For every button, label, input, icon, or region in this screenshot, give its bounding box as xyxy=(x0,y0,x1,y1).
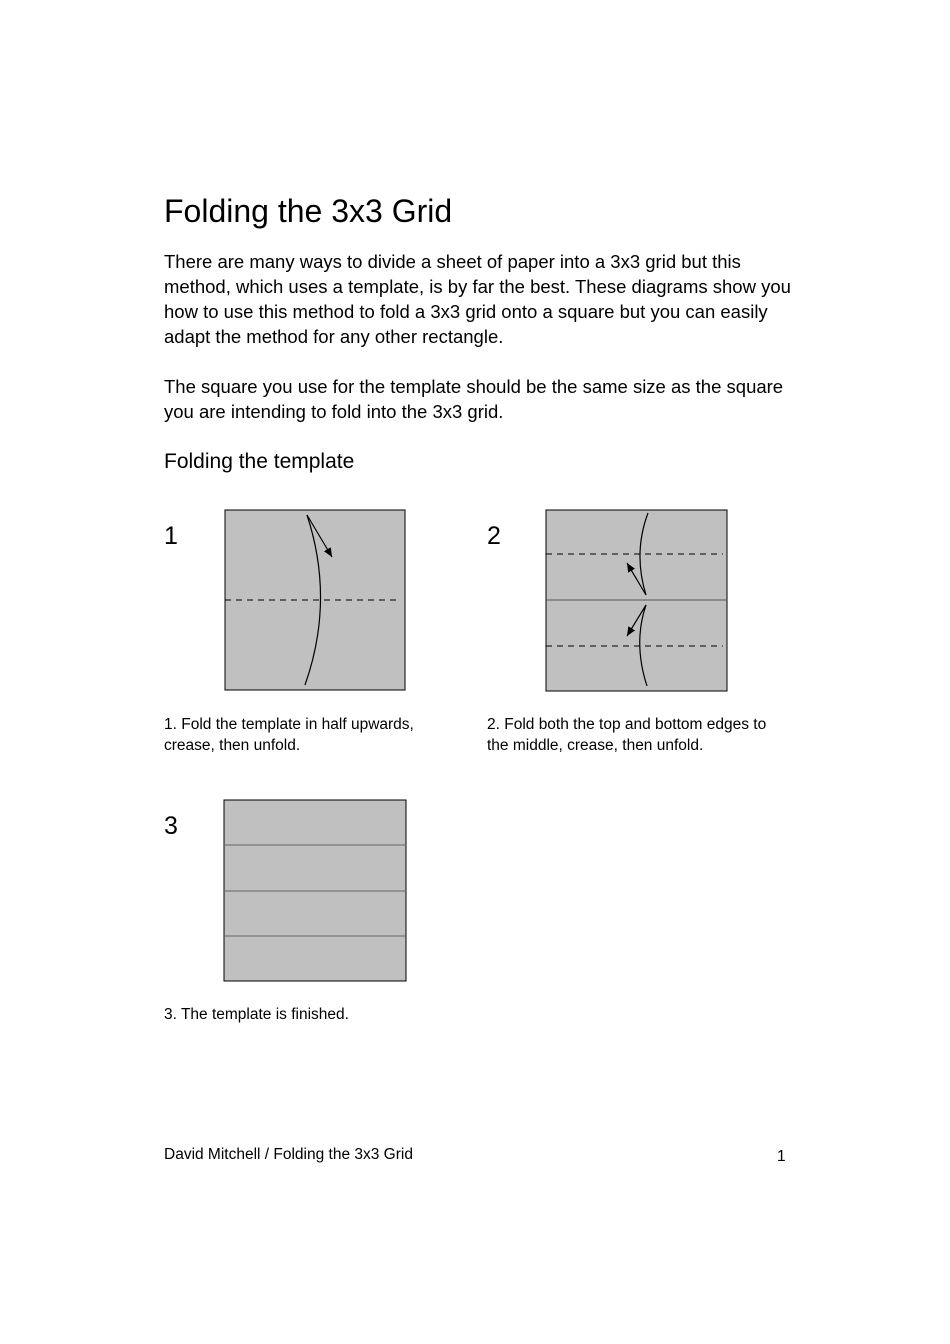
page-title: Folding the 3x3 Grid xyxy=(164,193,453,229)
step-3-diagram xyxy=(219,795,411,987)
step-1-diagram xyxy=(220,505,412,697)
step-2-number: 2 xyxy=(487,522,501,550)
template-size-paragraph: The square you use for the template should be the same size as the square you are intending to fold into the 3x3 grid. xyxy=(164,376,784,422)
step-3-number: 3 xyxy=(164,812,178,840)
step-2-diagram xyxy=(541,505,733,697)
section-heading: Folding the template xyxy=(164,450,355,473)
step-1-caption: 1. Fold the template in half upwards, crease, then unfold. xyxy=(164,716,414,754)
intro-paragraph: There are many ways to divide a sheet of paper into a 3x3 grid but this method, which uses a template, is by far the best. These diagrams show you how to use this method to fold a 3x3 grid onto a square but you can easily adapt the method for any other rectangle. xyxy=(164,251,791,347)
page-number: 1 xyxy=(777,1148,786,1165)
step-1-number: 1 xyxy=(164,522,178,550)
step-3-caption: 3. The template is finished. xyxy=(164,1006,349,1023)
footer-document-title: David Mitchell / Folding the 3x3 Grid xyxy=(164,1146,413,1163)
step-2-caption: 2. Fold both the top and bottom edges to the middle, crease, then unfold. xyxy=(487,716,767,754)
